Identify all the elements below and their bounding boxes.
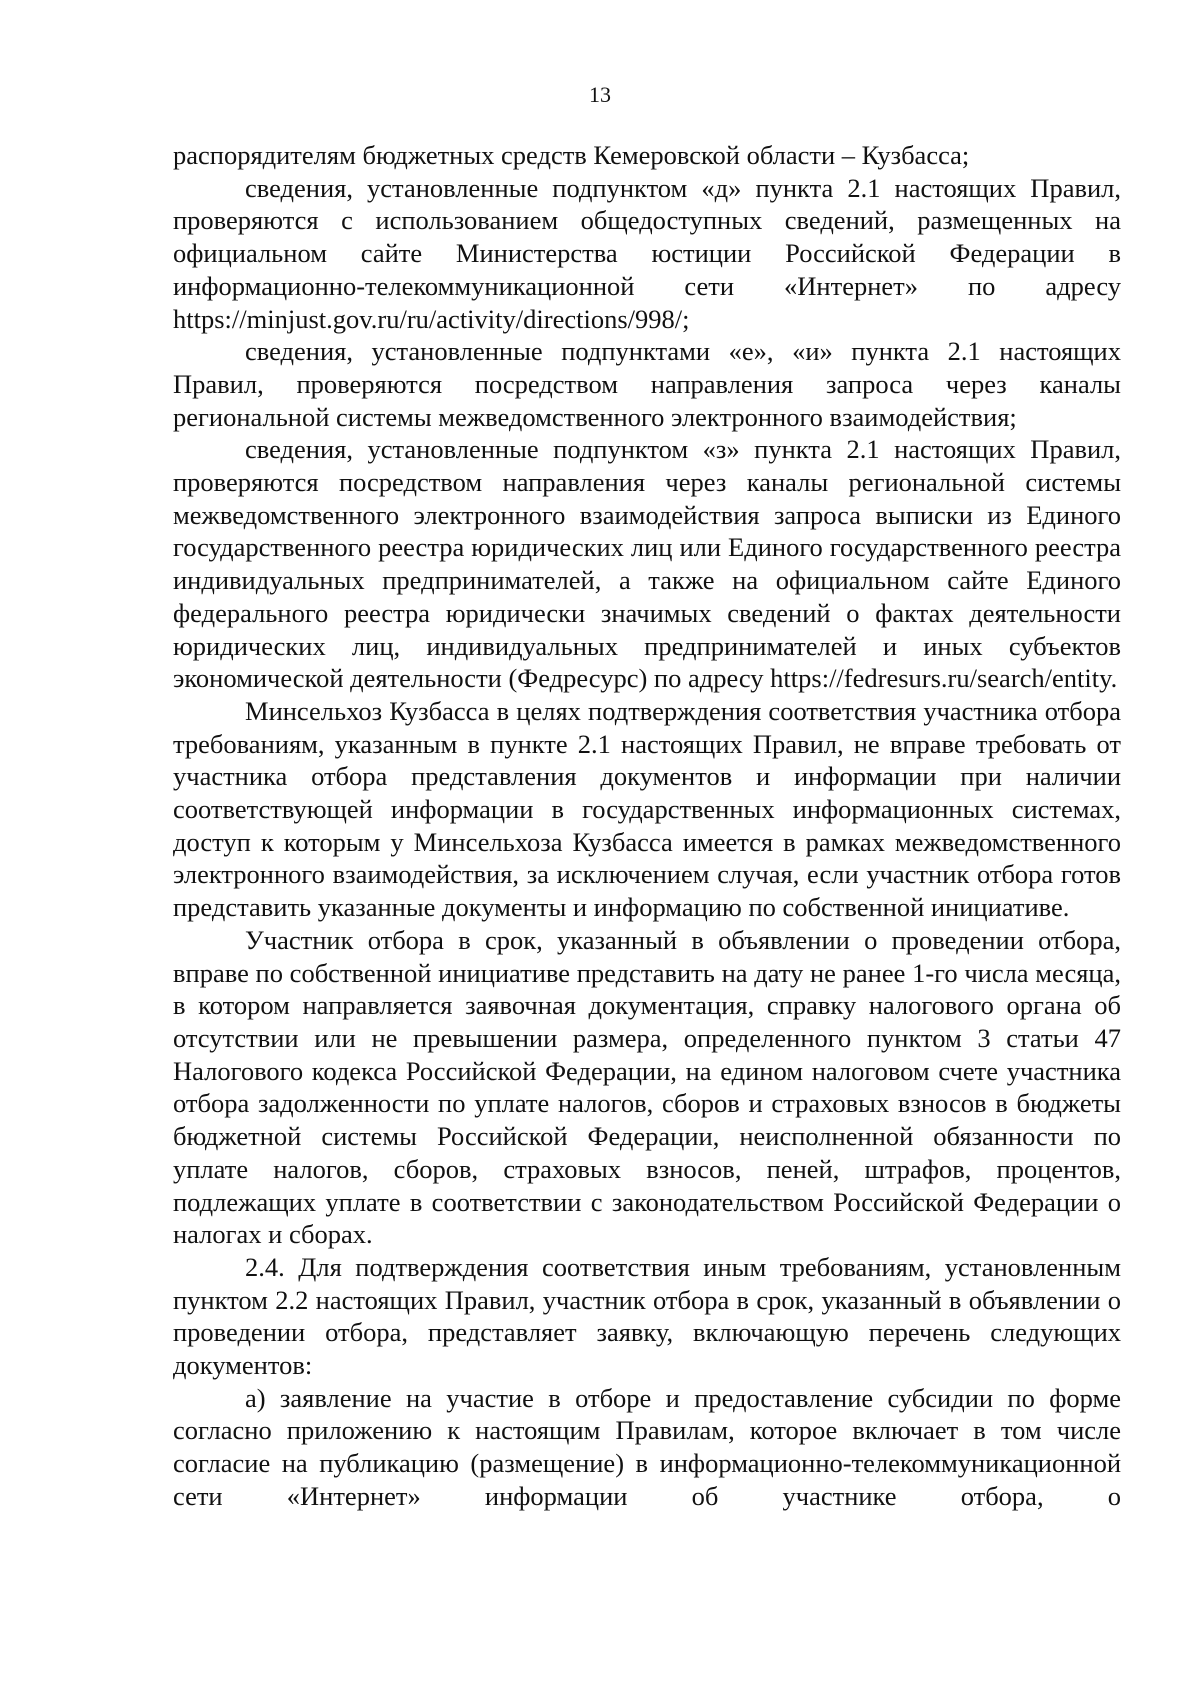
paragraph-minselkhoz: Минсельхоз Кузбасса в целях подтверждения соответствия участника отбора требованиям, указанным в пункте 2.1 настоящих Правил, не вправе требовать от участника отбора представления документов и информации при наличии соответствующей информации в государственных информационных системах, доступ к которым у Минсельхоза Кузбасса имеется в рамках межведомственного электронного взаимодействия, за исключением случая, если участник отбора готов представить указанные документы и информацию по собственной инициативе. [173,695,1121,923]
paragraph-subitem-z: сведения, установленные подпунктом «з» пункта 2.1 настоящих Правил, проверяются посредством направления через каналы региональной системы межведомственного электронного взаимодействия запроса выписки из Единого государственного реестра юридических лиц или Единого государственного реестра индивидуальных предпринимателей, а также на официальном сайте Единого федерального реестра юридически значимых сведений о фактах деятельности юридических лиц, индивидуальных предпринимателей и иных субъектов экономической деятельности (Федресурс) по адресу https://fedresurs.ru/search/entity. [173,434,1121,694]
paragraph-tax-certificate: Участник отбора в срок, указанный в объявлении о проведении отбора, вправе по собственной инициативе представить на дату не ранее 1-го числа месяца, в котором направляется заявочная документация, справку налогового органа об отсутствии или не превышении размера, определенного пунктом 3 статьи 47 Налогового кодекса Российской Федерации, на едином налоговом счете участника отбора задолженности по уплате налогов, сборов и страховых взносов в бюджеты бюджетной системы Российской Федерации, неисполненной обязанности по уплате налогов, сборов, страховых взносов, пеней, штрафов, процентов, подлежащих уплате в соответствии с законодательством Российской Федерации о налогах и сборах. [173,924,1121,1250]
page-number: 13 [589,82,611,107]
paragraph-section-2-4: 2.4. Для подтверждения соответствия иным требованиям, установленным пунктом 2.2 настоящих Правил, участник отбора в срок, указанный в объявлении о проведении отбора, представляет заявку, включающую перечень следующих документов: [173,1251,1121,1381]
paragraph-subitem-d: сведения, установленные подпунктом «д» пункта 2.1 настоящих Правил, проверяются с использованием общедоступных сведений, размещенных на официальном сайте Министерства юстиции Российской Федерации в информационно-телекоммуникационной сети «Интернет» по адресу https://minjust.gov.ru/ru/activity/directions/998/; [173,172,1121,334]
paragraph-item-a: а) заявление на участие в отборе и предоставление субсидии по форме согласно приложению к настоящим Правилам, которое включает в том числе согласие на публикацию (размещение) в информационно-телекоммуникационной сети «Интернет» информации об участнике отбора, о [173,1382,1121,1511]
document-body [173,139,1121,1513]
paragraph-continuation: распорядителям бюджетных средств Кемеровской области – Кузбасса; [173,140,970,170]
paragraph-subitems-e-i: сведения, установленные подпунктами «е», «и» пункта 2.1 настоящих Правил, проверяются посредством направления запроса через каналы региональной системы межведомственного электронного взаимодействия; [173,336,1121,432]
